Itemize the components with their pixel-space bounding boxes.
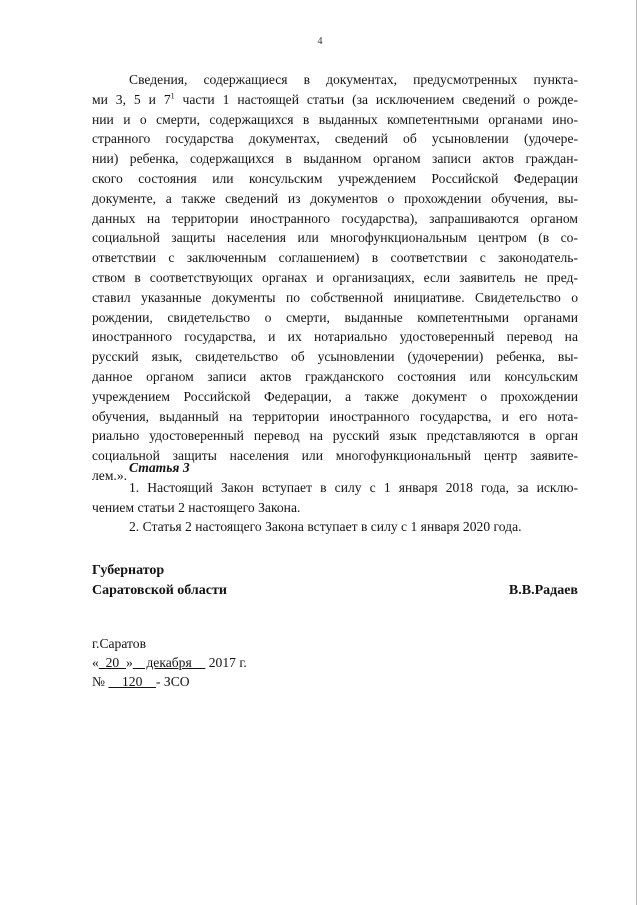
paragraph-line: ответствии с заключенным соглашением) в соответствии с законодатель- [92,250,578,266]
city: г.Саратов [92,636,146,651]
superscript: 1 [170,91,175,101]
date-year: 2017 г. [205,655,247,670]
paragraph-line: рождении, свидетельство о смерти, выданные компетентными органами [92,309,578,325]
paragraph-line: данное органом записи актов гражданского состояния или консульским [92,368,578,384]
date-day: 20 [98,655,126,670]
paragraph-line: ставил указанные документы по собственной инициативе. Свидетельство о [92,289,578,305]
article-2-paragraph [92,70,578,486]
article-item-2: 2. Статья 2 настоящего Закона вступает в силу с 1 января 2020 года. [129,519,522,535]
paragraph-line: социальной защиты населения или многофункциональный центр заявите- [92,448,578,464]
document-number: № 120 - ЗСО [92,674,190,689]
paragraph-line: странного государства документах, сведений об усыновлении (удочере- [92,131,578,147]
paragraph-line: данных на территории иностранного государства), запрашиваются органом [92,210,578,226]
paragraph-line: иностранного государства, и их нотариально удостоверенный перевод на [92,329,578,345]
number-value: 120 [108,674,156,689]
paragraph-line: риально удостоверенный перевод на русский язык представляются в орган [92,428,578,444]
document-date: « 20 » декабря 2017 г. [92,655,247,670]
paragraph-line: документе, а также сведений из документов о прохождении обучения, вы- [92,190,578,206]
signatory-name: В.В.Радаев [508,582,578,598]
paragraph-line: ского состояния или консульским учреждением Российской Федерации [92,170,578,186]
paragraph-line: учреждением Российской Федерации, а также документ о прохождении [92,388,578,404]
paragraph-line: социальной защиты населения или многофункциональным центром (в со- [92,230,578,246]
paragraph-line: лем.». [92,467,128,483]
signature-block [92,561,578,600]
article-heading: Статья 3 [129,460,190,475]
article-item-1-line: 1. Настоящий Закон вступает в силу с 1 января 2018 года, за исклю- [129,479,578,495]
page-number: 4 [317,36,323,47]
signatory-title-line: Губернатор [92,563,165,578]
signatory-row [92,581,578,601]
paragraph-line: ми 3, 5 и $7^1$ части 1 настоящей статьи (за исключением сведений о рожде- [92,91,578,107]
document-footer [92,634,247,691]
paragraph-line: обучения, выданный на территории иностранного государства, и его нота- [92,408,578,424]
paragraph-line: ством в соответствующих органах и организациях, если заявитель не пред- [92,269,578,285]
article-item-1-line: чением статьи 2 настоящего Закона. [92,499,301,515]
date-month: декабря [132,655,206,670]
paragraph-line: нии) ребенка, содержащихся в выданном органом записи актов граждан- [92,151,578,167]
paragraph-line: Сведения, содержащиеся в документах, предусмотренных пункта- [129,72,578,87]
signatory-title-line: Саратовской области [92,582,227,598]
article-3 [92,458,578,537]
paragraph-line: русский язык, свидетельство об усыновлении (удочерении) ребенка, вы- [92,349,578,365]
paragraph-line: нии и о смерти, содержащихся в выданных компетентными органами ино- [92,111,578,127]
page-edge [636,0,637,905]
